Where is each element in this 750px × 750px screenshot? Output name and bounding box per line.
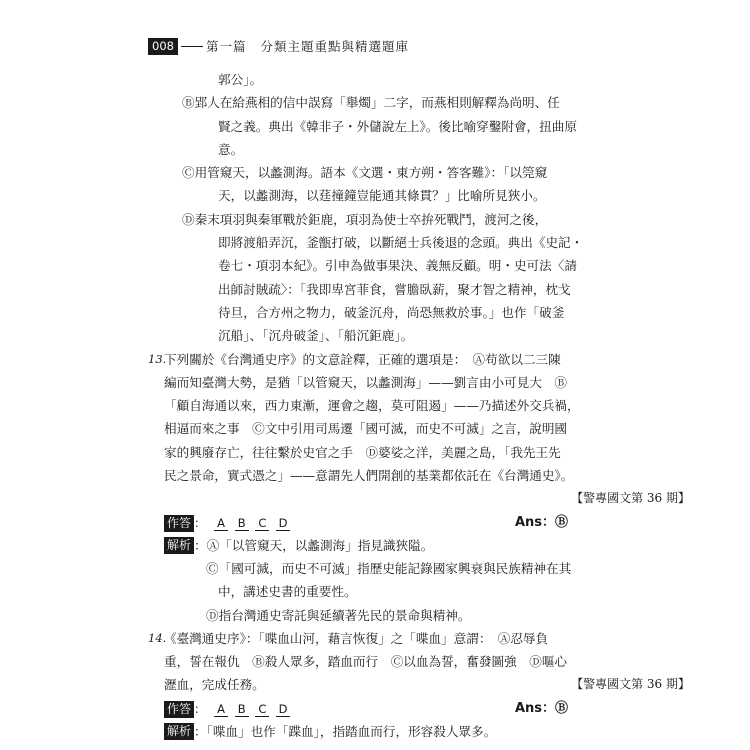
option-b-line: Ⓑ郢人在給燕相的信中誤寫「舉燭」二字，而燕相則解釋為尚明、任 xyxy=(182,95,560,111)
question-line: 下列關於《台灣通史序》的文意詮釋，正確的選項是： Ⓐ苟欲以二三陳 xyxy=(164,351,561,367)
option-c-line: 天，以蠡測海，以莛撞鐘豈能通其條貫？」比喻所見狹小。 xyxy=(218,188,546,204)
answer-choices xyxy=(214,512,293,535)
choice-d[interactable]: D xyxy=(276,516,290,531)
choice-b[interactable]: B xyxy=(235,702,249,717)
question-line: 瀝血，完成任務。 xyxy=(164,677,265,693)
correct-answer: Ans：Ⓑ xyxy=(514,514,568,530)
option-d xyxy=(148,208,708,348)
choice-c[interactable]: C xyxy=(255,516,269,531)
question-14 xyxy=(148,627,708,697)
option-d-line: 待旦，合方州之物力，破釜沉舟，尚恐無救於事。」也作「破釜 xyxy=(218,304,565,320)
choice-a[interactable]: A xyxy=(214,516,228,531)
question-line: 家的興廢存亡，往往繫於史官之手 Ⓓ婆娑之洋，美麗之島，「我先王先 xyxy=(164,444,561,460)
explain-tag: 解析 xyxy=(164,723,194,740)
option-b xyxy=(148,91,708,161)
option-a-tail: 郭公」。 xyxy=(218,72,263,87)
choice-d[interactable]: D xyxy=(276,702,290,717)
explain-line: Ⓒ「國可滅，而史不可滅」指歷史能記錄國家興衰與民族精神在其 xyxy=(206,560,572,576)
option-d-line: 卷七・項羽本紀》。引申為做事果決、義無反顧。明・史可法〈請 xyxy=(218,258,577,274)
question-line: 《臺灣通史序》：「喋血山河，藉言恢復」之「喋血」意謂： Ⓐ忍辱負 xyxy=(164,630,549,646)
header-rule xyxy=(181,46,203,47)
answer-tag: 作答 xyxy=(164,515,194,532)
choice-b[interactable]: B xyxy=(235,516,249,531)
option-b-line: 意。 xyxy=(218,141,244,157)
page-header xyxy=(148,36,708,56)
question-source: 【警專國文第 36 期】 xyxy=(571,491,690,506)
correct-answer: Ans：Ⓑ xyxy=(514,700,568,716)
answer-choices xyxy=(214,698,293,721)
option-d-line: 即將渡船弄沉，釜甑打破，以斷絕士兵後退的念頭。典出《史記・ xyxy=(218,235,584,251)
question-line: 民之景命，實式憑之」——意謂先人們開創的基業都依託在《台灣通史》。 xyxy=(164,468,574,484)
question-line: 相逼而來之事 Ⓒ文中引用司馬遷「國可滅，而史不可滅」之言，說明國 xyxy=(164,421,567,437)
explain-line: Ⓓ指台灣通史寄託與延續著先民的景命與精神。 xyxy=(206,607,471,623)
question-source: 【警專國文第 36 期】 xyxy=(571,677,690,692)
question-line: 重，誓在報仇 Ⓑ殺人眾多，踏血而行 Ⓒ以血為誓，奮發圖強 Ⓓ嘔心 xyxy=(164,654,567,670)
explain-line: 中，講述史書的重要性。 xyxy=(218,584,357,600)
part-label: 第一篇 xyxy=(205,39,247,54)
explain-tag: 解析 xyxy=(164,537,194,554)
explain-line: ：Ⓐ「以管窺天，以蠡測海」指見識狹隘。 xyxy=(194,537,434,553)
option-c-line: Ⓒ用管窺天，以蠡測海。語本《文選・東方朔・答客難》：「以筦窺 xyxy=(182,165,548,181)
question-number: 14. xyxy=(148,630,167,645)
question-number: 13. xyxy=(148,351,167,366)
explanation xyxy=(148,720,708,743)
explain-line: ：「喋血」也作「蹀血」，指踏血而行，形容殺人眾多。 xyxy=(194,723,497,739)
explanation xyxy=(148,534,708,627)
choice-a[interactable]: A xyxy=(214,702,228,717)
choice-c[interactable]: C xyxy=(255,702,269,717)
option-d-line: Ⓓ秦末項羽與秦軍戰於鉅鹿，項羽為使士卒拚死戰鬥，渡河之後， xyxy=(182,211,548,227)
page-number: 008 xyxy=(148,38,178,55)
page-body xyxy=(148,68,708,743)
chapter-title: 分類主題重點與精選題庫 xyxy=(260,39,409,54)
option-d-line: 出師討賊疏〉：「我即卑宮菲食，嘗膽臥薪，聚才智之精神，枕戈 xyxy=(218,281,571,297)
answer-row: 作答 ： A B C D Ans：Ⓑ xyxy=(148,511,708,534)
question-line: 編而知臺灣大勢，是猶「以管窺天，以蠡測海」——劉言由小可見大 Ⓑ xyxy=(164,374,567,390)
answer-tag: 作答 xyxy=(164,701,194,718)
question-13 xyxy=(148,348,708,511)
option-b-line: 賢之義。典出《韓非子・外儲說左上》。後比喻穿鑿附會，扭曲原 xyxy=(218,118,577,134)
option-c xyxy=(148,161,708,208)
question-line: 「顧自海通以來，西力東漸，運會之趨，莫可阻遏」——乃描述外交兵禍， xyxy=(164,398,580,414)
answer-row: 作答 ： A B C D Ans：Ⓑ xyxy=(148,697,708,720)
option-d-line: 沉船」、「沉舟破釜」、「船沉鉅鹿」。 xyxy=(218,328,414,344)
